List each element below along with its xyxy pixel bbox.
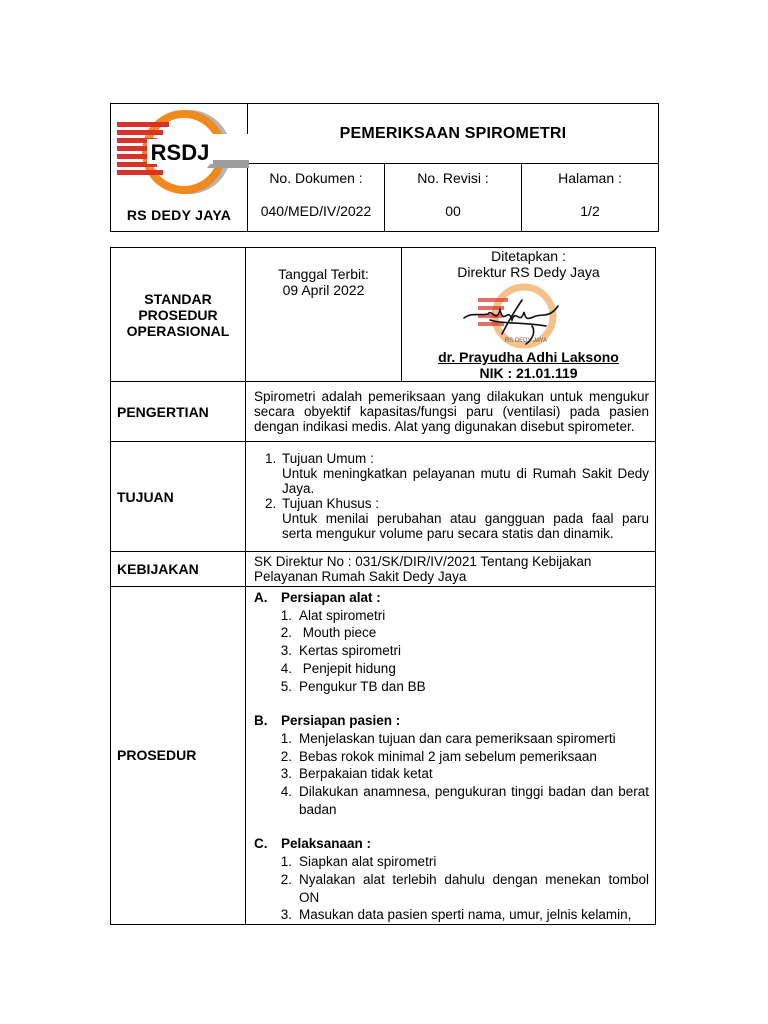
prosedur-step: 3. Kertas spirometri: [254, 642, 649, 660]
step-text: Alat spirometri: [299, 607, 386, 623]
prosedur-step: 2. Mouth piece: [254, 624, 649, 642]
prosedur-section-title: [254, 589, 649, 607]
issue-date-cell: [246, 248, 402, 382]
director-title: Direktur RS Dedy Jaya: [457, 264, 600, 280]
approval-cell: [402, 248, 656, 382]
prosedur-cell: [246, 587, 656, 925]
step-text: Pengukur TB dan BB: [299, 678, 426, 694]
stamp-text: RS DEDY JAYA: [504, 338, 548, 344]
doc-number-label: No. Dokumen :: [269, 170, 363, 186]
step-text: Mouth piece: [299, 625, 377, 641]
sop-body-table: [110, 247, 656, 925]
tujuan-heading: TUJUAN: [111, 442, 246, 552]
page-cell: [522, 164, 659, 232]
doctor-nik: NIK : 21.01.119: [479, 365, 578, 381]
kebijakan-cell: [246, 552, 656, 587]
sop-label-line-2: PROSEDUR: [138, 306, 218, 323]
step-text: Dilakukan anamnesa, pengukuran tinggi badan dan berat badan: [299, 784, 649, 817]
tujuan-list: [254, 451, 649, 541]
tujuan-item: [280, 451, 649, 496]
doc-number-cell: [248, 164, 385, 232]
prosedur-step: 3. Berpakaian tidak ketat: [254, 765, 649, 783]
doc-number-value: 040/MED/IV/2022: [260, 203, 372, 219]
section-letter: B.: [254, 713, 268, 729]
prosedur-step: 2. Nyalakan alat terlebih dahulu dengan menekan tombol ON: [280, 871, 649, 905]
tujuan-item-text: Untuk meningkatkan pelayanan mutu di Rumah Sakit Dedy Jaya.: [282, 466, 649, 496]
issue-date-label: Tanggal Terbit:: [278, 266, 369, 282]
prosedur-step: 4. Penjepit hidung: [254, 660, 649, 678]
prosedur-step: 1. Menjelaskan tujuan dan cara pemeriksaan spiromerti: [254, 730, 649, 748]
document-title: PEMERIKSAAN SPIROMETRI: [248, 104, 659, 164]
hospital-name: RS DEDY JAYA: [126, 207, 232, 223]
document-header-table: [110, 103, 659, 232]
revision-label: No. Revisi :: [417, 170, 489, 186]
revision-cell: [385, 164, 522, 232]
step-text: Siapkan alat spirometri: [299, 854, 437, 870]
step-text: Bebas rokok minimal 2 jam sebelum pemeriksaan: [299, 748, 597, 764]
page-label: Halaman :: [558, 170, 622, 186]
doctor-name: dr. Prayudha Adhi Laksono: [438, 349, 619, 365]
section-letter: A.: [254, 590, 268, 605]
sop-label-line-1: STANDAR: [144, 290, 212, 307]
signature-stamp: [462, 282, 572, 350]
section-letter: C.: [254, 836, 268, 852]
kebijakan-line-1: SK Direktur No : 031/SK/DIR/IV/2021 Tentang Kebijakan: [254, 553, 592, 569]
section-title: Persiapan pasien :: [281, 713, 401, 729]
step-text: Kertas spirometri: [299, 643, 402, 659]
section-title: Persiapan alat :: [281, 590, 381, 605]
step-text: Nyalakan alat terlebih dahulu dengan menekan tombol ON: [299, 871, 649, 905]
kebijakan-line-2: Pelayanan Rumah Sakit Dedy Jaya: [254, 568, 467, 584]
step-text: Berpakaian tidak ketat: [299, 766, 433, 782]
prosedur-section-title: [254, 712, 649, 730]
prosedur-step: 1. Siapkan alat spirometri: [254, 853, 649, 871]
prosedur-section-title: [254, 835, 649, 853]
tujuan-item-text: Untuk menilai perubahan atau gangguan pada faal paru serta mengukur volume paru secara statis dan dinamik.: [282, 511, 649, 541]
step-text: Penjepit hidung: [299, 660, 396, 676]
kebijakan-heading: KEBIJAKAN: [111, 552, 246, 587]
step-text: Menjelaskan tujuan dan cara pemeriksaan spiromerti: [299, 730, 616, 746]
tujuan-item-title: 1. Tujuan Umum :: [282, 451, 374, 466]
tujuan-cell: [246, 442, 656, 552]
logo-cell: [111, 104, 248, 232]
prosedur-step: 2. Bebas rokok minimal 2 jam sebelum pemeriksaan: [254, 748, 649, 766]
prosedur-step: 5. Pengukur TB dan BB: [254, 678, 649, 696]
section-title: Pelaksanaan :: [281, 836, 372, 852]
hospital-logo: [117, 108, 249, 198]
tujuan-item-title: 2. Tujuan Khusus :: [282, 496, 380, 511]
prosedur-step: 4. Dilakukan anamnesa, pengukuran tinggi badan dan berat badan: [280, 784, 649, 817]
prosedur-step: 1. Alat spirometri: [254, 607, 649, 625]
issue-date-value: 09 April 2022: [282, 282, 365, 298]
revision-value: 00: [445, 203, 461, 219]
logo-text: RSDJ: [150, 140, 210, 165]
sop-label-line-3: OPERASIONAL: [126, 322, 230, 339]
step-text: Masukan data pasien sperti nama, umur, jelnis kelamin,: [299, 907, 632, 923]
sop-label-cell: [111, 248, 246, 382]
prosedur-heading: PROSEDUR: [111, 587, 246, 925]
tujuan-item: [280, 496, 649, 541]
pengertian-text: Spirometri adalah pemeriksaan yang dilakukan untuk mengukur secara obyektif kapasitas/fungsi paru (ventilasi) pada pasien dengan indikasi medis. Alat yang digunakan disebut spirometer.: [246, 382, 656, 442]
prosedur-step: 3. Masukan data pasien sperti nama, umur, jelnis kelamin,: [254, 906, 649, 924]
page-value: 1/2: [580, 203, 600, 219]
approval-label: Ditetapkan :: [491, 248, 566, 264]
pengertian-heading: PENGERTIAN: [111, 382, 246, 442]
